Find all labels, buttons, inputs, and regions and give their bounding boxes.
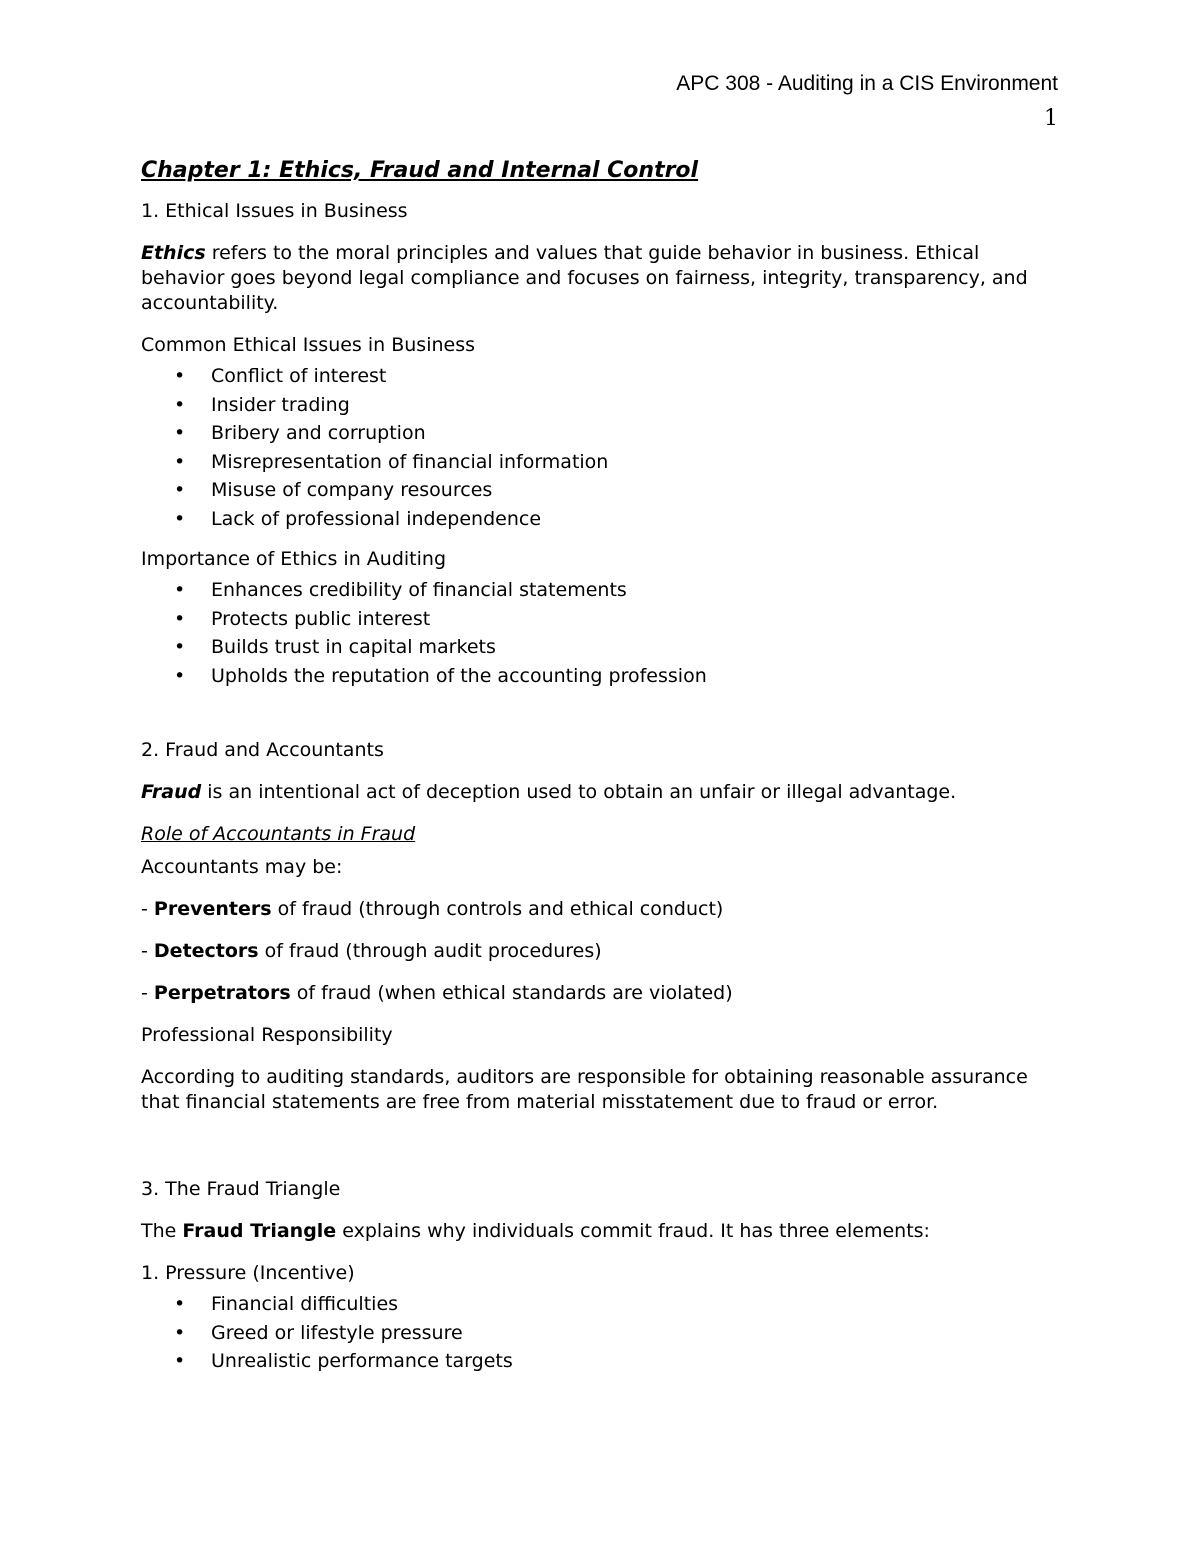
pressure-heading: 1. Pressure (Incentive) xyxy=(141,1262,355,1284)
bullet-icon: • xyxy=(174,636,186,658)
role-term: Detectors xyxy=(153,940,259,962)
list-item-text: Insider trading xyxy=(211,393,350,416)
list-item xyxy=(141,633,1051,662)
intro-text: explains why individuals commit fraud. It has three elements: xyxy=(336,1220,930,1242)
section-1-heading: 1. Ethical Issues in Business xyxy=(141,200,408,222)
bullet-icon: • xyxy=(174,1321,186,1344)
role-text: of fraud (through audit procedures) xyxy=(258,940,602,962)
bullet-icon: • xyxy=(174,664,186,687)
fraud-definition xyxy=(141,780,1051,805)
common-issues-list xyxy=(141,362,1051,533)
list-item-text: Protects public interest xyxy=(211,607,431,630)
section-3-heading: 3. The Fraud Triangle xyxy=(141,1178,341,1200)
header-title: APC 308 - Auditing in a CIS Environment xyxy=(676,72,1058,95)
list-item xyxy=(141,419,1051,448)
role-dash: - xyxy=(141,982,154,1004)
fraud-triangle-intro xyxy=(141,1219,1051,1244)
list-item-text: Misuse of company resources xyxy=(211,479,493,501)
bullet-icon: • xyxy=(174,422,186,444)
role-preventers xyxy=(141,897,1051,922)
bullet-icon: • xyxy=(174,450,186,473)
list-item xyxy=(141,362,1051,391)
page-number: 1 xyxy=(1044,106,1058,131)
common-issues-heading: Common Ethical Issues in Business xyxy=(141,334,476,356)
list-item xyxy=(141,505,1051,534)
importance-list xyxy=(141,576,1051,690)
list-item xyxy=(141,448,1051,477)
list-item-text: Upholds the reputation of the accounting profession xyxy=(211,664,707,687)
role-perpetrators xyxy=(141,981,1051,1006)
bullet-icon: • xyxy=(174,579,186,601)
bullet-icon: • xyxy=(174,607,186,630)
list-item xyxy=(141,1290,1051,1319)
professional-responsibility-text: According to auditing standards, auditors are responsible for obtaining reasonable assurance that financial statements are free from material misstatement due to fraud or error. xyxy=(141,1066,1028,1113)
pressure-list xyxy=(141,1290,1051,1376)
list-item xyxy=(141,1319,1051,1348)
intro-text: The xyxy=(141,1220,183,1242)
section-2-heading: 2. Fraud and Accountants xyxy=(141,739,384,761)
importance-heading: Importance of Ethics in Auditing xyxy=(141,548,447,570)
bullet-icon: • xyxy=(174,1350,186,1372)
role-dash: - xyxy=(141,940,154,962)
fraud-triangle-term: Fraud Triangle xyxy=(182,1220,337,1242)
list-item-text: Bribery and corruption xyxy=(211,422,426,444)
list-item-text: Financial difficulties xyxy=(211,1293,399,1315)
bullet-icon: • xyxy=(174,479,186,501)
list-item-text: Enhances credibility of financial statements xyxy=(211,579,627,601)
ethics-definition-text: refers to the moral principles and values that guide behavior in business. Ethical behavior goes beyond legal compliance and focuses on fairness, integrity, transparency, and accountability. xyxy=(141,242,1028,314)
fraud-term: Fraud xyxy=(141,781,202,803)
list-item xyxy=(141,476,1051,505)
bullet-icon: • xyxy=(174,365,186,387)
accountants-may-be: Accountants may be: xyxy=(141,856,343,878)
fraud-definition-text: is an intentional act of deception used to obtain an unfair or illegal advantage. xyxy=(201,781,957,803)
bullet-icon: • xyxy=(174,1293,186,1315)
bullet-icon: • xyxy=(174,393,186,416)
role-term: Preventers xyxy=(153,898,272,920)
role-heading: Role of Accountants in Fraud xyxy=(141,823,416,845)
role-detectors xyxy=(141,939,1051,964)
list-item-text: Unrealistic performance targets xyxy=(211,1350,513,1372)
list-item-text: Builds trust in capital markets xyxy=(211,636,496,658)
bullet-icon: • xyxy=(174,507,186,530)
list-item-text: Greed or lifestyle pressure xyxy=(211,1321,463,1344)
role-term: Perpetrators xyxy=(153,982,291,1004)
ethics-definition xyxy=(141,241,1051,316)
list-item xyxy=(141,1347,1051,1376)
list-item xyxy=(141,605,1051,634)
list-item xyxy=(141,391,1051,420)
ethics-term: Ethics xyxy=(141,242,206,264)
list-item-text: Misrepresentation of financial information xyxy=(211,450,609,473)
role-text: of fraud (through controls and ethical conduct) xyxy=(271,898,724,920)
list-item xyxy=(141,576,1051,605)
professional-responsibility-heading: Professional Responsibility xyxy=(141,1024,393,1046)
chapter-title: Chapter 1: Ethics, Fraud and Internal Control xyxy=(141,158,699,183)
list-item-text: Conflict of interest xyxy=(211,365,387,387)
list-item-text: Lack of professional independence xyxy=(211,507,542,530)
role-dash: - xyxy=(141,898,154,920)
role-text: of fraud (when ethical standards are violated) xyxy=(290,982,733,1004)
list-item xyxy=(141,662,1051,691)
page-content xyxy=(141,158,1051,1390)
